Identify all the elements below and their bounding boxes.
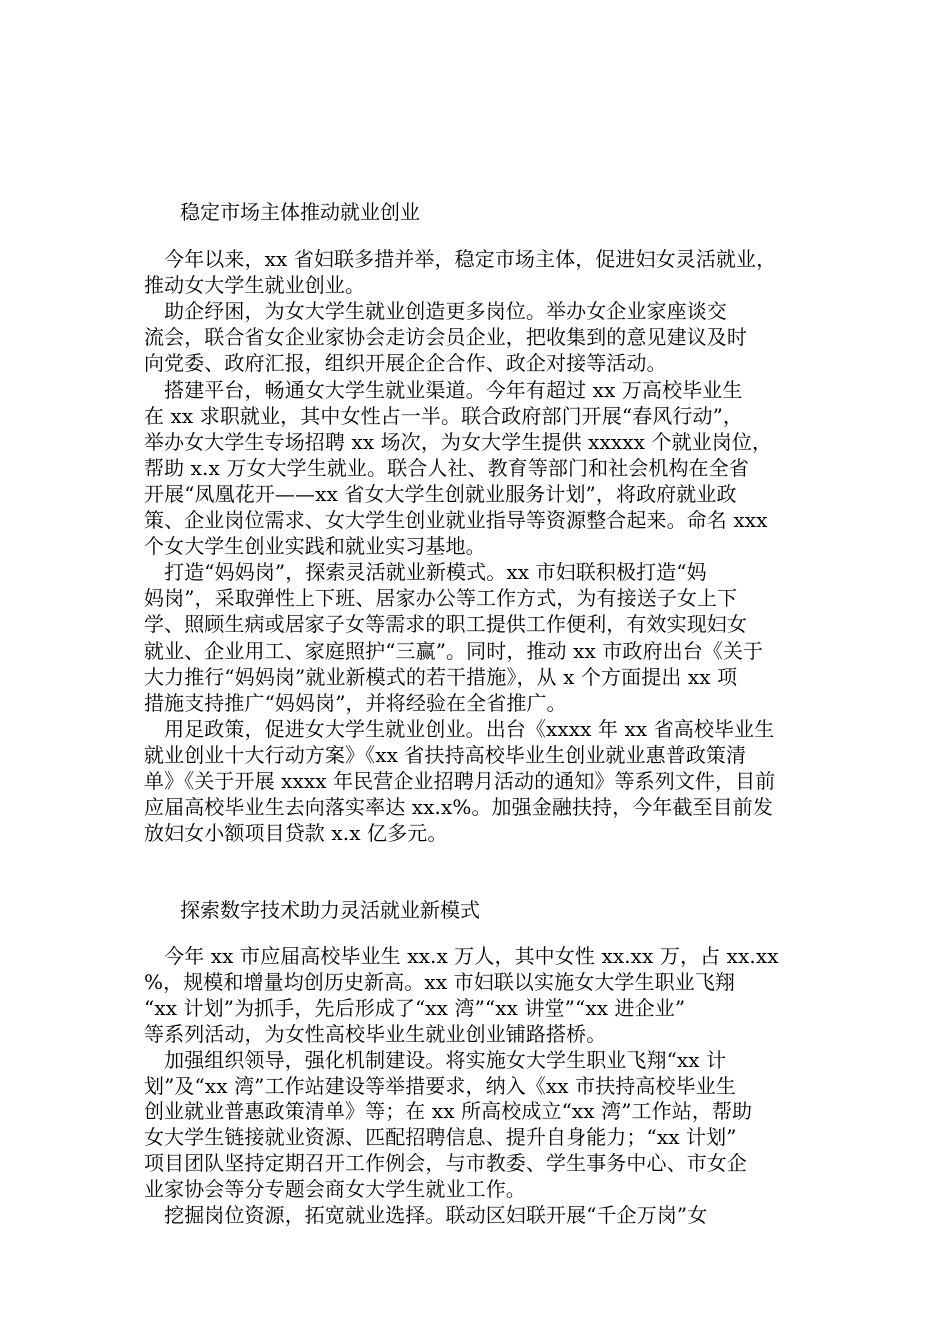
text-line: 大力推行“妈妈岗”就业新模式的若干措施》，从 x 个方面提出 xx 项 [144,664,738,689]
text-line: 在 xx 求职就业，其中女性占一半。联合政府部门开展“春风行动”， [144,403,744,428]
text-line: 打造“妈妈岗”，探索灵活就业新模式。xx 市妇联积极打造“妈 [144,560,707,585]
text-line: 流会，联合省女企业家协会走访会员企业，把收集到的意见建议及时 [144,325,747,350]
text-line: 策、企业岗位需求、女大学生创业就业指导等资源整合起来。命名 xxx [144,508,768,532]
section-1-title: 稳定市场主体推动就业创业 [180,200,420,224]
text-line: 助企纾困，为女大学生就业创造更多岗位。举办女企业家座谈交 [144,299,727,324]
text-line: 女大学生链接就业资源、匹配招聘信息、提升自身能力；“xx 计划” [144,1125,737,1150]
text-line: %，规模和增量均创历史新高。xx 市妇联以实施女大学生职业飞翔 [144,969,736,994]
text-line: 就业创业十大行动方案》《xx 省扶持高校毕业生创业就业惠普政策清 [144,742,747,767]
text-line: 措施支持推广“妈妈岗”，并将经验在全省推广。 [144,690,567,715]
text-line: 单》《关于开展 xxxx 年民营企业招聘月活动的通知》等系列文件，目前 [144,769,776,793]
text-line: 放妇女小额项目贷款 x.x 亿多元。 [144,821,448,846]
text-line: 业家协会等分专题会商女大学生就业工作。 [144,1177,526,1202]
text-line: 个女大学生创业实践和就业实习基地。 [144,534,486,559]
text-line: 学、照顾生病或居家子女等需求的职工提供工作便利，有效实现妇女 [144,612,747,637]
text-line: 划”及“xx 湾”工作站建设等举措要求，纳入《xx 市扶持高校毕业生 [144,1073,736,1098]
text-line: 向党委、政府汇报，组织开展企企合作、政企对接等活动。 [144,351,667,376]
text-line: 创业就业普惠政策清单》等；在 xx 所高校成立“xx 湾”工作站，帮助 [144,1099,753,1124]
text-line: 加强组织领导，强化机制建设。将实施女大学生职业飞翔“xx 计 [144,1047,727,1072]
text-line: 挖掘岗位资源，拓宽就业选择。联动区妇联开展“千企万岗”女 [144,1203,708,1227]
text-line: 今年以来，xx 省妇联多措并举，稳定市场主体，促进妇女灵活就业， [144,247,777,271]
text-line: 等系列活动，为女性高校毕业生就业创业铺路搭桥。 [144,1021,607,1046]
text-line: 就业、企业用工、家庭照护“三赢”。同时，推动 xx 市政府出台《关于 [144,638,764,663]
section-2-title: 探索数字技术助力灵活就业新模式 [180,898,480,922]
text-line: 帮助 x.x 万女大学生就业。联合人社、教育等部门和社会机构在全省 [144,455,749,480]
text-line: 推动女大学生就业创业。 [144,273,366,298]
text-line: “xx 计划”为抓手，先后形成了“xx 湾”“xx 讲堂”“xx 进企业” [144,995,686,1020]
text-line: 举办女大学生专场招聘 xx 场次，为女大学生提供 xxxxx 个就业岗位， [144,429,773,454]
text-line: 开展“凤凰花开——xx 省女大学生创就业服务计划”，将政府就业政 [144,481,737,506]
text-line: 应届高校毕业生去向落实率达 xx.x%。加强金融扶持，今年截至目前发 [144,795,773,820]
text-line: 今年 xx 市应届高校毕业生 xx.x 万人，其中女性 xx.xx 万，占 xx.xx [144,944,779,968]
text-line: 用足政策，促进女大学生就业创业。出台《xxxx 年 xx 省高校毕业生 [144,716,775,741]
text-line: 搭建平台，畅通女大学生就业渠道。今年有超过 xx 万高校毕业生 [144,377,743,402]
text-line: 项目团队坚持定期召开工作例会，与市教委、学生事务中心、市女企 [144,1151,747,1176]
text-line: 妈岗”，采取弹性上下班、居家办公等工作方式，为有接送子女上下 [144,586,738,611]
